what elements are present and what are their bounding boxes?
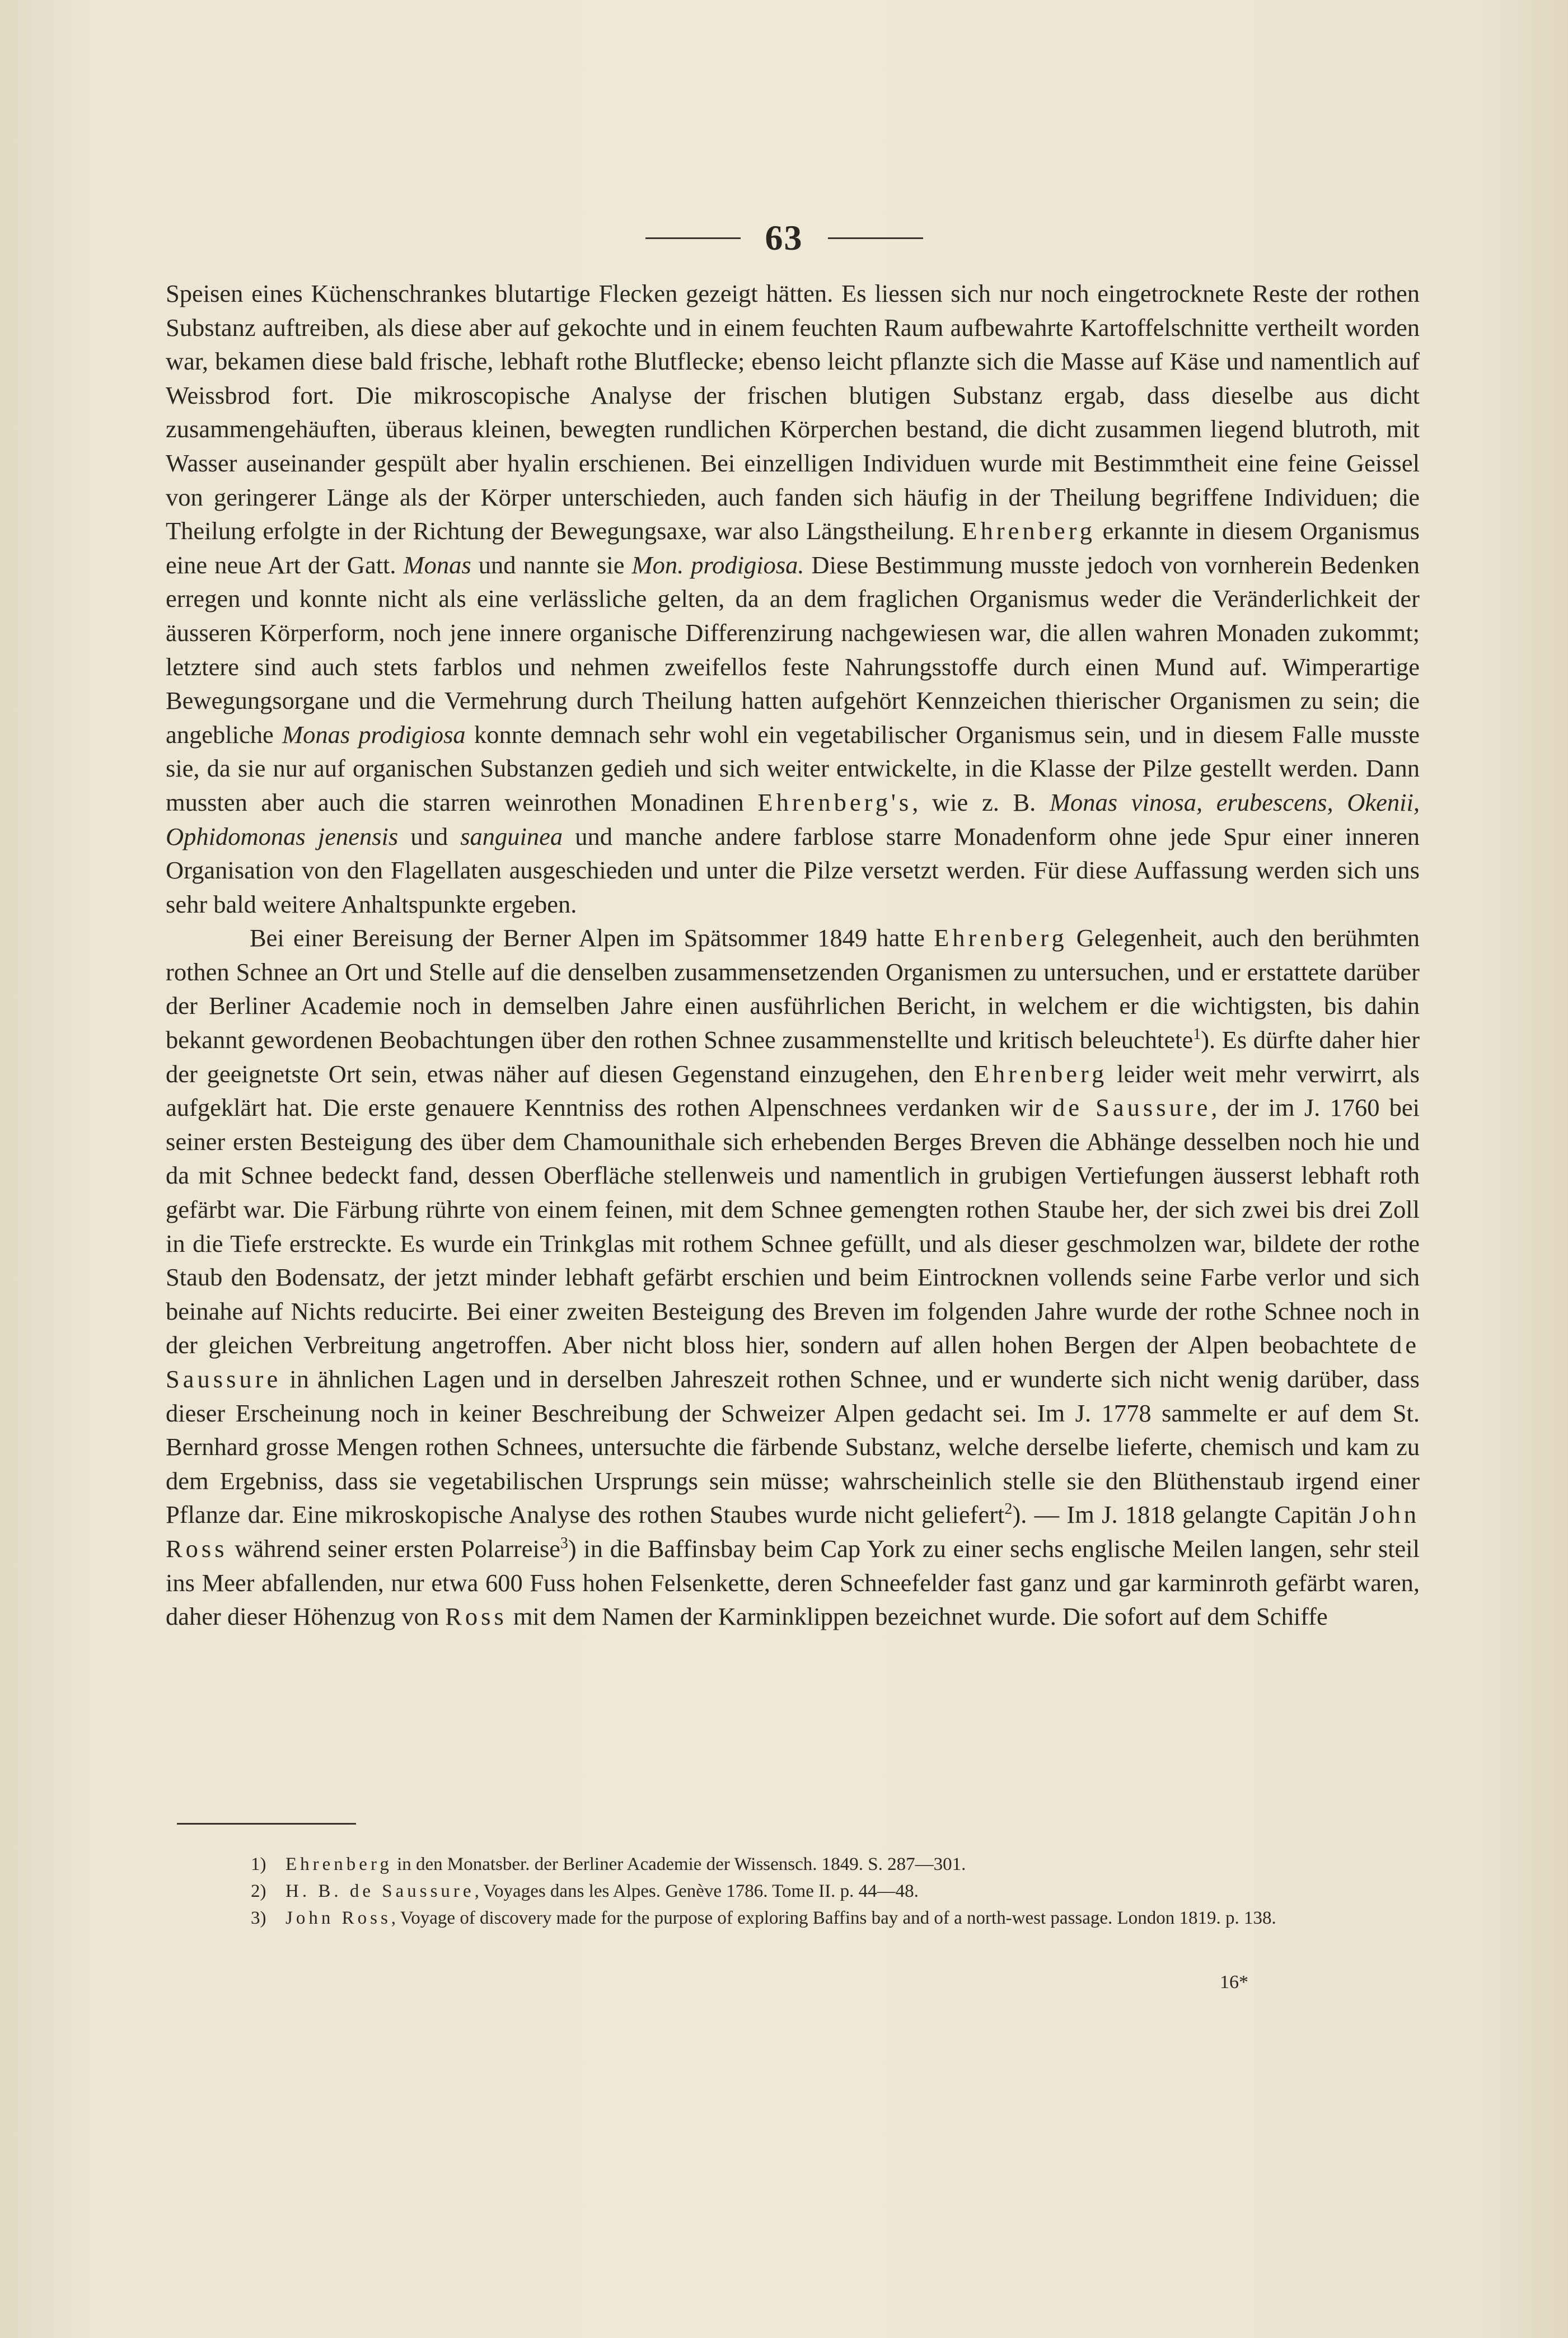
author-name: John Ross bbox=[285, 1908, 391, 1928]
text-run: ). — Im J. 1818 gelangte Capitän bbox=[1012, 1500, 1359, 1529]
text-run: Gelegenheit, auch den berühmten rothen Schnee an Ort und Stelle auf die denselben zusammensetzenden Organismen zu untersuchen, und er erstattete darüber der Berliner Academie noch in demselben Jahre einen ausführlichen Bericht, in welchem er die wichtigsten, bis dahin bekannt gewordenen Beobachtungen über den rothen Schnee zusammenstellte und kritisch beleuchtete bbox=[166, 924, 1420, 1054]
text-run: , wie z. B. bbox=[912, 788, 1050, 816]
footnote-text: , Voyages dans les Alpes. Genève 1786. Tome II. p. 44—48. bbox=[474, 1881, 919, 1901]
footnote-ref[interactable]: 2 bbox=[1004, 1500, 1013, 1518]
footnote-2 bbox=[166, 1879, 1420, 1904]
text-run: und manche andere farblose starre Monadenform ohne jede Spur einer inneren Organisation von den Flagellaten ausgeschieden und unter die Pilze versetzt werden. Für diese Auffassung werden sich uns sehr bald weitere Anhaltspunkte ergeben. bbox=[166, 822, 1420, 918]
footnote-3 bbox=[166, 1906, 1420, 1930]
author-name: Ehrenberg bbox=[934, 924, 1068, 952]
taxon-name: Monas bbox=[403, 550, 471, 579]
text-run: erkannte in diesem Organismus eine neue Art der Gatt. bbox=[166, 517, 1420, 579]
paragraph-1 bbox=[166, 277, 1420, 921]
footnote-mark: 2) bbox=[251, 1881, 266, 1901]
taxon-name: sanguinea bbox=[460, 822, 563, 850]
author-name: John Ross bbox=[166, 1500, 1420, 1563]
author-name: Ross bbox=[445, 1602, 507, 1631]
author-name: H. B. de Saussure bbox=[285, 1881, 475, 1901]
page-header bbox=[0, 213, 1568, 263]
text-run: während seiner ersten Polarreise bbox=[227, 1534, 560, 1563]
footnote-mark: 3) bbox=[251, 1908, 266, 1928]
footnote-ref[interactable]: 1 bbox=[1193, 1026, 1201, 1044]
author-name: de Saussure bbox=[166, 1331, 1420, 1393]
text-run: konnte demnach sehr wohl ein vegetabilischer Organismus sein, und in diesem Falle musste sie, da sie nur auf organischen Substanzen gedieh und sich weiter entwickelte, in die Klasse der Pilze gestellt werden. Dann mussten aber auch die starren weinrothen Monadinen bbox=[166, 720, 1420, 816]
header-rule-right bbox=[828, 237, 923, 239]
text-run: Diese Bestimmung musste jedoch von vornherein Bedenken erregen und konnte nicht als eine verlässliche gelten, da an dem fraglichen Organismus weder die Veränderlichkeit der äusseren Körperform, noch jene innere organische Differenzirung nachgewiesen war, die allen wahren Monaden zukommt; letztere sind auch stets farblos und nehmen zweifellos feste Nahrungsstoffe durch einen Mund auf. Wimperartige Bewegungsorgane und die Vermehrung durch Theilung hatten aufgehört Kennzeichen thierischer Organismen zu sein; die angebliche bbox=[166, 550, 1420, 749]
footnote-ref[interactable]: 3 bbox=[560, 1534, 568, 1552]
text-run: ) in die Baffinsbay beim Cap York zu einer sechs englische Meilen langen, sehr steil ins Meer abfallenden, nur etwa 600 Fuss hohen Felsenkette, deren Schneefelder fast ganz und gar karminroth gefärbt waren, daher dieser Höhenzug von bbox=[166, 1534, 1420, 1631]
signature-mark: 16* bbox=[1220, 1972, 1248, 1993]
text-run: und nannte sie bbox=[471, 550, 632, 579]
author-name: Ehrenberg bbox=[973, 1059, 1108, 1088]
author-name: Ehrenberg bbox=[285, 1854, 392, 1874]
body-text bbox=[166, 277, 1420, 1634]
author-name: Ehrenberg bbox=[962, 517, 1096, 545]
text-run: leider weit mehr verwirrt, als aufgeklärt hat. Die erste genauere Kenntniss des rothen Alpenschnees verdanken wir bbox=[166, 1059, 1420, 1122]
text-run: und bbox=[398, 822, 461, 850]
footnotes bbox=[166, 1852, 1420, 1933]
text-run: Speisen eines Küchenschrankes blutartige Flecken gezeigt hätten. Es liessen sich nur noch eingetrocknete Reste der rothen Substanz auftreiben, als diese aber auf gekochte und in einem feuchten Raum aufbewahrte Kartoffelschnitte vertheilt worden war, bekamen diese bald frische, lebhaft rothe Blutflecke; ebenso leicht pflanzte sich die Masse auf Käse und namentlich auf Weissbrod fort. Die mikroscopische Analyse der frischen blutigen Substanz ergab, dass dieselbe aus dicht zusammengehäuften, überaus kleinen, bewegten rundlichen Körperchen bestand, die dicht zusammen liegend blutroth, mit Wasser auseinander gespült aber hyalin erschienen. Bei einzelligen Individuen wurde mit Bestimmtheit eine feine Geissel von geringerer Länge als der Körper unterschieden, auch fanden sich häufig in der Theilung begriffene Individuen; die Theilung erfolgte in der Richtung der Bewegungsaxe, war also Längstheilung. bbox=[166, 279, 1420, 545]
text-run: ). Es dürfte daher hier der geeignetste Ort sein, etwas näher auf diesen Gegenstand einzugehen, den bbox=[166, 1026, 1420, 1088]
header-rule-left bbox=[645, 237, 741, 239]
text-run: , der im J. 1760 bei seiner ersten Besteigung des über dem Chamounithale sich erhebenden Berges Breven die Abhänge desselben noch hie und da mit Schnee bedeckt fand, dessen Oberfläche stellenweis und namentlich in grubigen Vertiefungen äusserst lebhaft roth gefärbt war. Die Färbung rührte von einem feinen, mit dem Schnee gemengten rothen Staube her, der sich zwei bis drei Zoll in die Tiefe erstreckte. Es wurde ein Trinkglas mit rothem Schnee gefüllt, und als dieser geschmolzen war, bildete der rothe Staub den Bodensatz, der jetzt minder lebhaft gefärbt erschien und beim Eintrocknen vollends seine Farbe verlor und sich beinahe auf Nichts reducirte. Bei einer zweiten Besteigung des Breven im folgenden Jahre wurde der rothe Schnee noch in der gleichen Verbreitung angetroffen. Aber nicht bloss hier, sondern auf allen hohen Bergen der Alpen beobachtete bbox=[166, 1093, 1420, 1359]
author-name: Ehrenberg's bbox=[757, 788, 912, 816]
text-run: in ähnlichen Lagen und in derselben Jahreszeit rothen Schnee, und er wunderte sich nicht wenig darüber, dass dieser Erscheinung noch in keiner Beschreibung der Schweizer Alpen gedacht sei. Im J. 1778 sammelte er auf dem St. Bernhard grosse Mengen rothen Schnees, untersuchte die färbende Substanz, welche derselbe lieferte, chemisch und kam zu dem Ergebniss, dass sie vegetabilischen Ursprungs sein müsse; wahrscheinlich stelle sie den Blüthenstaub irgend einer Pflanze dar. Eine mikroskopische Analyse des rothen Staubes wurde nicht geliefert bbox=[166, 1365, 1420, 1529]
footnote-1 bbox=[166, 1852, 1420, 1877]
footnote-text: , Voyage of discovery made for the purpose of exploring Baffins bay and of a north-west passage. London 1819. p. 138. bbox=[391, 1908, 1276, 1928]
footnote-text: in den Monatsber. der Berliner Academie der Wissensch. 1849. S. 287—301. bbox=[392, 1854, 966, 1874]
text-run: Bei einer Bereisung der Berner Alpen im Spätsommer 1849 hatte bbox=[250, 924, 934, 952]
taxon-name: Monas vinosa, erubescens, Okenii, Ophidomonas jenensis bbox=[166, 788, 1420, 850]
text-run: mit dem Namen der Karminklippen bezeichnet wurde. Die sofort auf dem Schiffe bbox=[507, 1602, 1328, 1631]
taxon-name: Monas prodigiosa bbox=[282, 720, 466, 749]
paragraph-2 bbox=[166, 921, 1420, 1633]
footnote-rule bbox=[177, 1823, 356, 1825]
author-name: de Saussure bbox=[1052, 1093, 1211, 1122]
footnote-mark: 1) bbox=[251, 1854, 266, 1874]
taxon-name: Mon. prodigiosa. bbox=[631, 550, 804, 579]
page-number: 63 bbox=[765, 218, 803, 258]
